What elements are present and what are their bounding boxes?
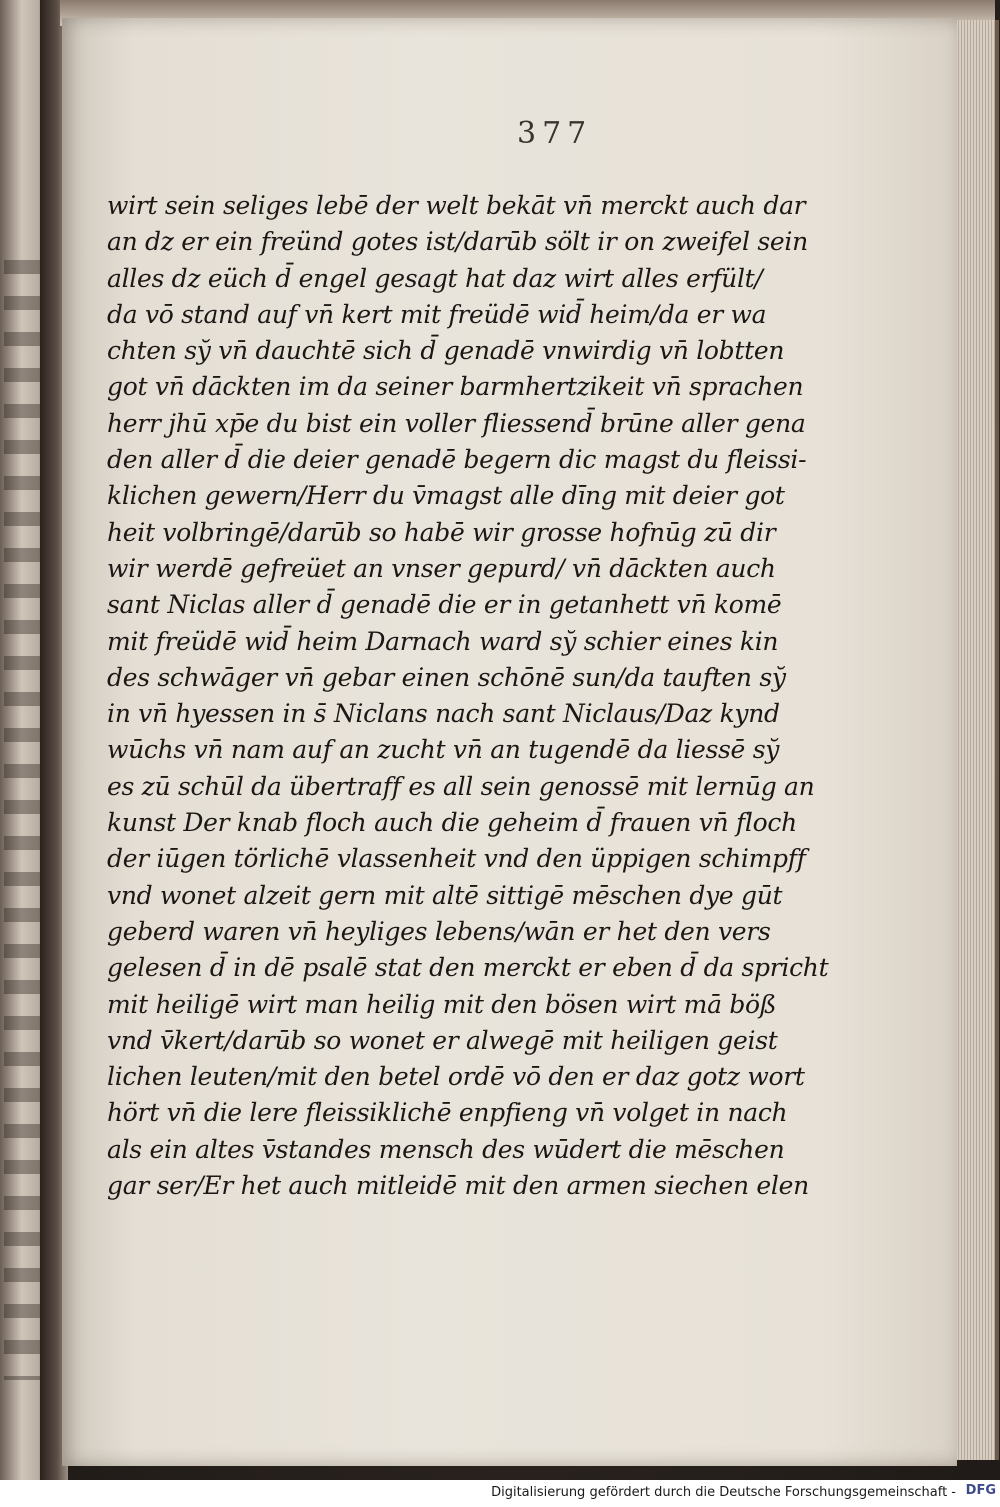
page-edge-stack	[950, 20, 999, 1460]
folio-number: 377	[517, 116, 593, 151]
text-line: geberd waren vn̄ heyliges lebens/wān er het den vers	[107, 916, 771, 946]
text-line: wir werdē gefreüet an vnser gepurd/ vn̄ dāckten auch	[107, 553, 776, 583]
text-line: wūchs vn̄ nam auf an zucht vn̄ an tugendē da liessē sy̆	[107, 735, 780, 765]
text-line: lichen leuten/mit den betel ordē vō den er daz gotz wort	[107, 1062, 805, 1092]
text-block	[107, 188, 829, 1204]
text-line: got vn̄ dāckten im da seiner barmhertzikeit vn̄ sprachen	[107, 372, 804, 402]
text-line: sant Niclas aller d̄ genadē die er in getanhett vn̄ komē	[107, 590, 782, 620]
text-line: mit heiligē wirt man heilig mit den bösen wirt mā böß	[107, 989, 777, 1019]
text-line: mit freüdē wid̄ heim Darnach ward sy̆ schier eines kin	[107, 626, 779, 656]
text-line: des schwāger vn̄ gebar einen schōnē sun/da tauften sy̆	[107, 662, 786, 692]
text-line: kunst Der knab floch auch die geheim d̄ frauen vn̄ floch	[107, 808, 797, 838]
text-line: gar ser/Er het auch mitleidē mit den armen siechen elen	[107, 1171, 809, 1201]
text-line: an dz er ein freünd gotes ist/darūb sölt ir on zweifel sein	[107, 227, 808, 257]
text-line: gelesen d̄ in dē psalē stat den merckt er eben d̄ da spricht	[107, 953, 829, 983]
text-line: den aller d̄ die deier genadē begern dic magst du fleissi-	[107, 445, 807, 475]
attribution-text: Digitalisierung gefördert durch die Deutsche Forschungsgemeinschaft -	[491, 1485, 956, 1500]
text-line: vnd v̄kert/darūb so wonet er alwegē mit heiligen geist	[107, 1025, 778, 1055]
text-line: hört vn̄ die lere fleissiklichē enpfieng vn̄ volget in nach	[107, 1098, 788, 1128]
text-line: in vn̄ hyessen in s̄ Niclans nach sant Niclaus/Daz kynd	[107, 699, 780, 729]
facing-page-text	[4, 260, 40, 1380]
dfg-logo: DFG	[965, 1483, 996, 1498]
text-line: der iūgen törlichē vlassenheit vnd den üppigen schimpff	[107, 844, 806, 874]
text-line: vnd wonet alzeit gern mit altē sittigē mēschen dye gūt	[107, 880, 783, 910]
text-line: es zū schūl da übertraff es all sein genossē mit lernūg an	[107, 771, 815, 801]
attribution-bar	[0, 1480, 1000, 1507]
text-line: alles dz eüch d̄ engel gesagt hat daz wirt alles erfült/	[107, 263, 763, 293]
text-line: herr jhū xp̄e du bist ein voller fliessend̄ brūne aller gena	[107, 408, 806, 438]
text-line: klichen gewern/Herr du v̄magst alle dīng mit deier got	[107, 481, 785, 511]
text-line: da vō stand auf vn̄ kert mit freüdē wid̄ heim/da er wa	[107, 299, 767, 329]
text-line: als ein altes v̄standes mensch des wūdert die mēschen	[107, 1134, 785, 1164]
text-line: heit volbringē/darūb so habē wir grosse hofnūg zū dir	[107, 517, 776, 547]
book-page	[62, 18, 957, 1466]
text-line: chten sy̆ vn̄ dauchtē sich d̄ genadē vnwirdig vn̄ lobtten	[107, 336, 785, 366]
text-line: wirt sein seliges lebē der welt bekāt vn̄ merckt auch dar	[107, 191, 806, 220]
